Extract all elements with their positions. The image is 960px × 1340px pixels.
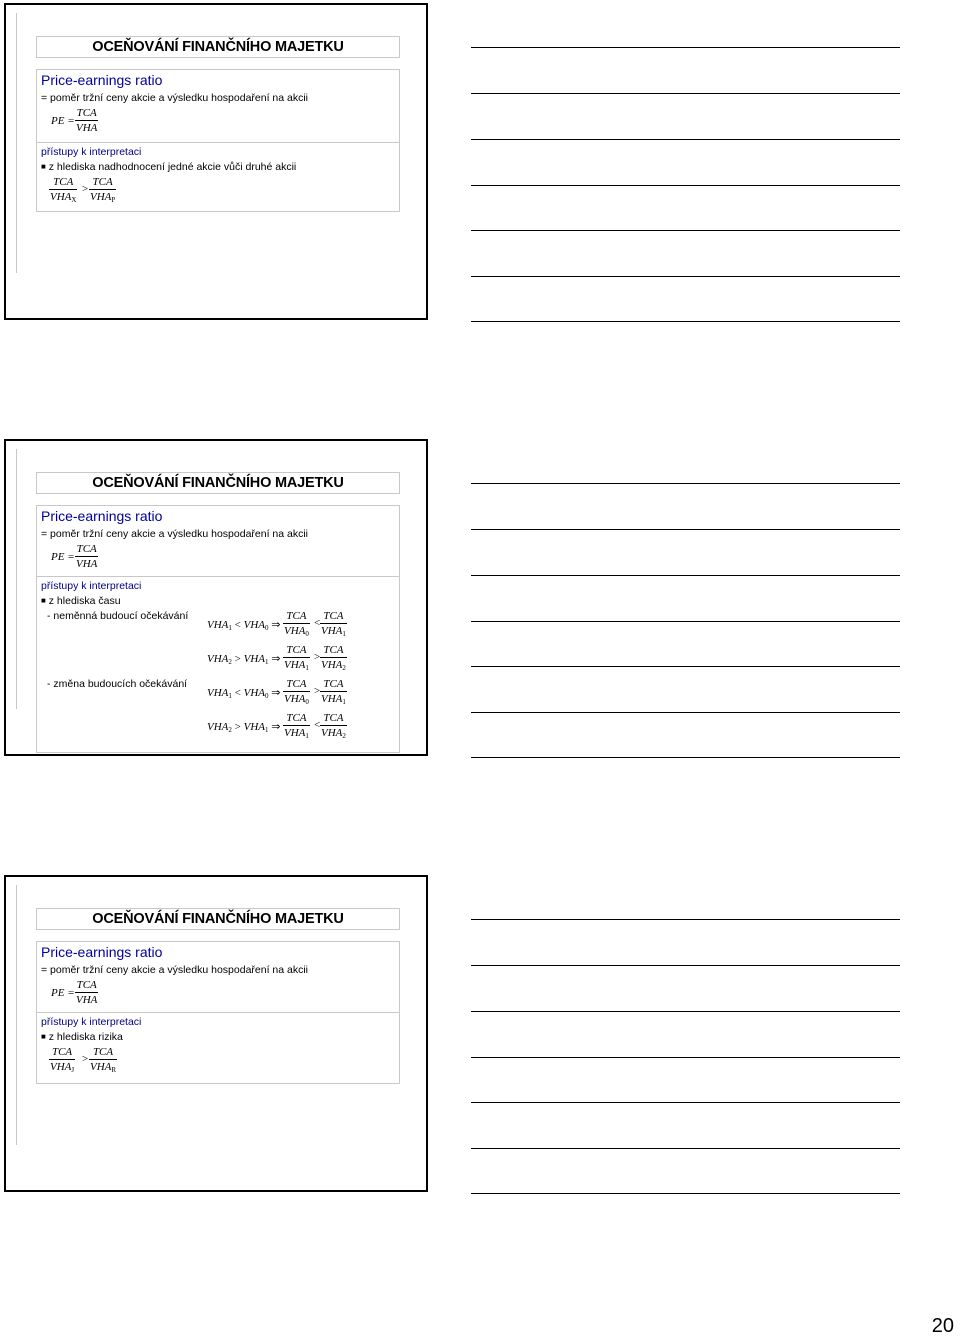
case-label-unchanged: - neměnná budoucí očekávání: [47, 610, 189, 622]
page-number: 20: [931, 1315, 954, 1337]
slide-3: [4, 875, 428, 1192]
time-inequality: $VHA_2 > VHA_1$ ⇒: [207, 721, 281, 734]
note-line: [471, 1011, 900, 1012]
slide-heading: Price-earnings ratio: [41, 944, 163, 960]
note-line: [471, 276, 900, 277]
comparison-fraction-right: TCA $VHA_P$: [89, 176, 116, 207]
time-inequality: $VHA_1 < VHA_0$ ⇒: [207, 687, 281, 700]
comparison-operator: >: [82, 183, 89, 195]
interpretation-subheading: přístupy k interpretaci: [41, 1016, 142, 1028]
note-line: [471, 230, 900, 231]
comparison-operator: <: [314, 719, 321, 731]
comparison-operator: >: [82, 1053, 89, 1065]
slide-content: [36, 505, 400, 753]
time-inequality: $VHA_1 < VHA_0$ ⇒: [207, 619, 281, 632]
comparison-operator: >: [314, 685, 321, 697]
divider: [37, 576, 399, 577]
interpretation-subheading: přístupy k interpretaci: [41, 146, 142, 158]
slide-heading: Price-earnings ratio: [41, 72, 163, 88]
note-line: [471, 666, 900, 667]
pe-formula-lhs: PE =: [51, 987, 75, 999]
note-line: [471, 1148, 900, 1149]
definition-text: = poměr tržní ceny akcie a výsledku hospodaření na akcii: [41, 964, 309, 976]
comparison-fraction-right: TCA $VHA_R$: [89, 1046, 117, 1077]
note-line: [471, 621, 900, 622]
slide-heading: Price-earnings ratio: [41, 508, 163, 524]
pe-formula-fraction: TCA VHA: [76, 979, 98, 1006]
note-line: [471, 919, 900, 920]
pe-formula-fraction: TCA VHA: [76, 107, 98, 134]
time-fraction-left: TCA $VHA_1$: [283, 644, 310, 675]
note-line: [471, 185, 900, 186]
note-line: [471, 529, 900, 530]
slide-content: [36, 941, 400, 1084]
definition-text: = poměr tržní ceny akcie a výsledku hospodaření na akcii: [41, 92, 309, 104]
note-line: [471, 47, 900, 48]
interpretation-subheading: přístupy k interpretaci: [41, 580, 142, 592]
bullet-item: ■ z hlediska času: [41, 595, 121, 607]
note-line: [471, 93, 900, 94]
note-line: [471, 1057, 900, 1058]
slide-content: [36, 69, 400, 212]
time-fraction-left: TCA $VHA_0$: [283, 678, 310, 709]
slide-1: [4, 3, 428, 320]
comparison-operator: <: [314, 617, 321, 629]
note-line: [471, 1102, 900, 1103]
time-fraction-left: TCA $VHA_0$: [283, 610, 310, 641]
note-line: [471, 321, 900, 322]
case-label-changed: - změna budoucích očekávání: [47, 678, 188, 690]
note-line: [471, 965, 900, 966]
pe-formula-fraction: TCA VHA: [76, 543, 98, 570]
time-fraction-right: TCA $VHA_2$: [320, 644, 347, 675]
note-line: [471, 139, 900, 140]
note-line: [471, 575, 900, 576]
time-fraction-right: TCA $VHA_1$: [320, 678, 347, 709]
slide-title: OCEŇOVÁNÍ FINANČNÍHO MAJETKU: [36, 36, 400, 58]
time-fraction-left: TCA $VHA_1$: [283, 712, 310, 743]
comparison-fraction-left: TCA $VHA_J$: [49, 1046, 75, 1077]
divider: [37, 142, 399, 143]
time-fraction-right: TCA $VHA_2$: [320, 712, 347, 743]
note-line: [471, 757, 900, 758]
time-inequality: $VHA_2 > VHA_1$ ⇒: [207, 653, 281, 666]
note-line: [471, 1193, 900, 1194]
slide-title: OCEŇOVÁNÍ FINANČNÍHO MAJETKU: [36, 908, 400, 930]
time-fraction-right: TCA $VHA_1$: [320, 610, 347, 641]
comparison-operator: >: [314, 651, 321, 663]
divider: [37, 1012, 399, 1013]
comparison-fraction-left: TCA $VHA_X$: [49, 176, 77, 207]
pe-formula-lhs: PE =: [51, 115, 75, 127]
pe-formula-lhs: PE =: [51, 551, 75, 563]
slide-title: OCEŇOVÁNÍ FINANČNÍHO MAJETKU: [36, 472, 400, 494]
note-line: [471, 483, 900, 484]
bullet-item: ■ z hlediska nadhodnocení jedné akcie vůči druhé akcii: [41, 161, 297, 173]
slide-2: [4, 439, 428, 756]
definition-text: = poměr tržní ceny akcie a výsledku hospodaření na akcii: [41, 528, 309, 540]
note-line: [471, 712, 900, 713]
bullet-item: ■ z hlediska rizika: [41, 1031, 123, 1043]
